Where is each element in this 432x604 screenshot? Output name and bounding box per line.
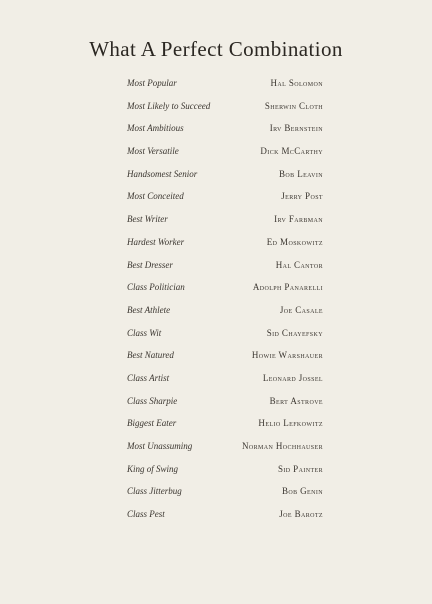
award-row [127,483,323,506]
award-winner: Adolph Panarelli [252,282,323,293]
award-title: Most Unassuming [127,441,193,451]
award-title: Handsomest Senior [127,168,198,179]
award-title: King of Swing [127,463,179,474]
award-row [127,211,323,234]
award-title: Best Natured [127,350,174,361]
award-row [127,325,323,348]
awards-list [127,75,323,529]
award-row [127,120,323,143]
award-winner: Jerry Post [281,191,323,202]
page-title: What A Perfect Combination [89,37,343,61]
award-winner: Sherwin Cloth [264,100,323,111]
award-row [127,279,323,302]
award-row [127,438,323,461]
award-winner: Sid Chayefsky [266,327,323,338]
award-winner: Irv Bernstein [269,123,323,134]
award-row [127,461,323,484]
award-title: Class Artist [127,372,170,383]
award-title: Class Jitterbug [127,486,182,497]
award-row [127,234,323,257]
award-title: Most Versatile [127,146,179,157]
award-winner: Joe Casale [279,304,323,315]
award-title: Most Likely to Succeed [127,100,211,111]
award-title: Biggest Eater [127,418,177,429]
award-winner: Bert Astrove [269,395,323,406]
award-row [127,166,323,189]
award-title: Best Athlete [127,304,171,315]
award-winner: Bob Leavin [279,168,323,179]
award-title: Most Popular [127,78,177,88]
award-winner: Hal Solomon [270,78,323,88]
award-winner: Dick McCarthy [260,146,323,157]
award-title: Most Ambitious [127,123,184,134]
award-winner: Norman Hochhauser [241,441,323,451]
award-row [127,257,323,280]
award-title: Class Politician [127,282,185,293]
award-title: Hardest Worker [127,236,185,247]
award-row [127,347,323,370]
award-title: Best Writer [127,214,168,225]
award-title: Best Dresser [127,259,173,270]
award-winner: Sid Painter [278,463,323,474]
award-title: Most Conceited [127,191,184,202]
award-row [127,188,323,211]
award-winner: Irv Farbman [274,214,323,225]
award-winner: Helio Lefkowitz [258,418,323,429]
award-row [127,415,323,438]
award-row [127,143,323,166]
award-row [127,393,323,416]
award-winner: Ed Moskowitz [266,236,323,247]
award-row [127,302,323,325]
award-title: Class Pest [127,509,165,520]
award-winner: Leonard Jossel [262,372,323,383]
award-row [127,370,323,393]
award-row [127,506,323,529]
award-title: Class Sharpie [127,395,178,406]
award-row [127,75,323,98]
award-row [127,98,323,121]
award-winner: Hal Cantor [275,259,323,270]
award-winner: Bob Genin [281,486,323,497]
award-winner: Joe Barotz [279,509,323,520]
award-winner: Howie Warshauer [251,350,323,361]
award-title: Class Wit [127,327,162,338]
